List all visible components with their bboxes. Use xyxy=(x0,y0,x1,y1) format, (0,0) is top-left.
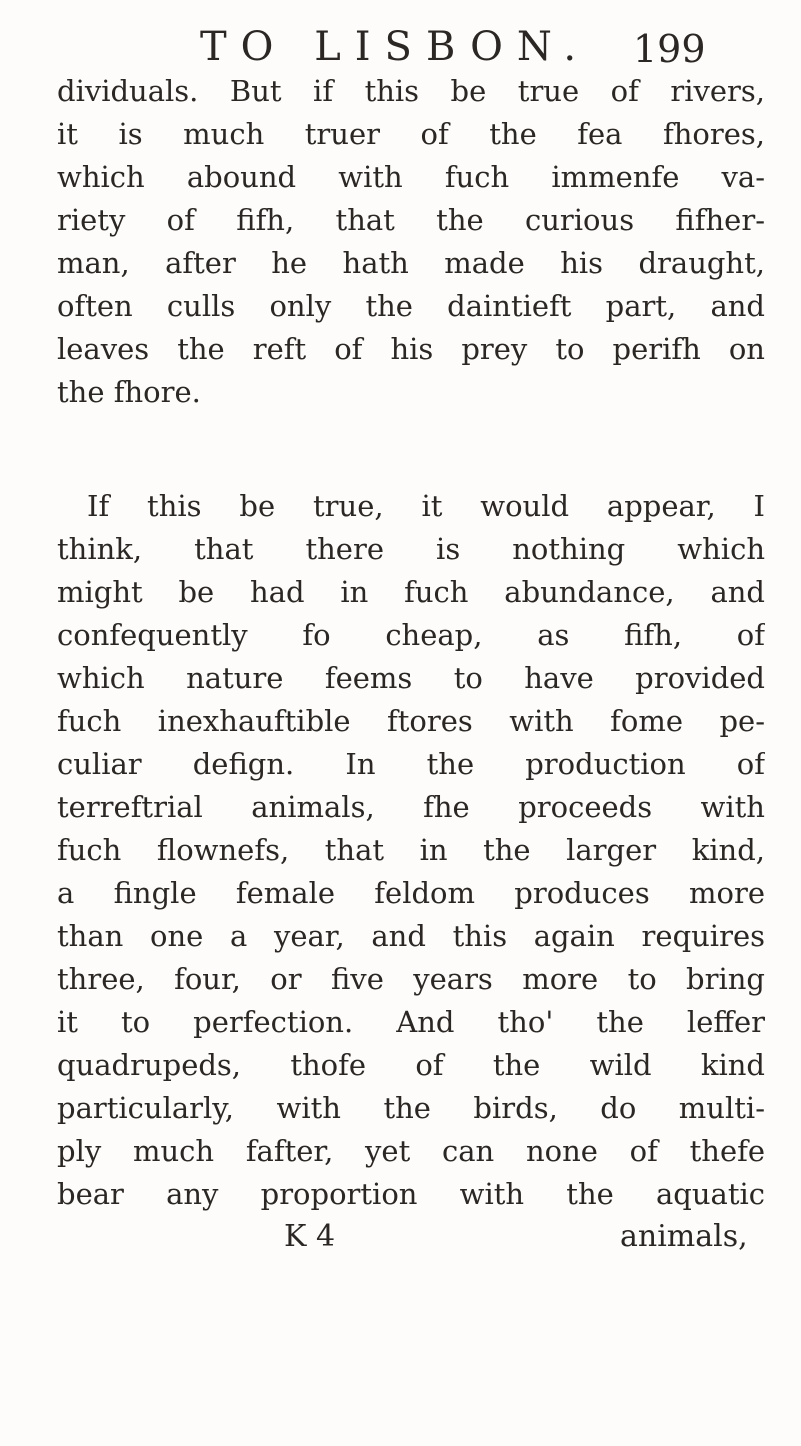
text-line: than one a year, and this again requires xyxy=(57,919,765,953)
text-line: might be had in fuch abundance, and xyxy=(57,575,765,609)
page-number: 199 xyxy=(633,27,706,71)
text-line: it is much truer of the fea fhores, xyxy=(57,117,765,151)
text-line: think, that there is nothing which xyxy=(57,532,765,566)
page-footer xyxy=(0,1216,801,1262)
text-line: often culls only the daintieft part, and xyxy=(57,289,765,323)
text-line: leaves the reft of his prey to perifh on xyxy=(57,332,765,366)
text-line: confequently fo cheap, as fifh, of xyxy=(57,618,765,652)
text-line: fuch flownefs, that in the larger kind, xyxy=(57,833,765,867)
signature-mark: K 4 xyxy=(284,1219,336,1254)
text-line: bear any proportion with the aquatic xyxy=(57,1177,765,1211)
text-line: If this be true, it would appear, I xyxy=(87,489,765,523)
catchword: animals, xyxy=(620,1219,748,1254)
text-line: particularly, with the birds, do multi- xyxy=(57,1091,765,1125)
text-line: culiar defign. In the production of xyxy=(57,747,765,781)
running-head: TO LISBON. xyxy=(200,24,591,70)
text-line: a fingle female feldom produces more xyxy=(57,876,765,910)
text-line: man, after he hath made his draught, xyxy=(57,246,765,280)
text-line: which abound with fuch immenfe va- xyxy=(57,160,765,194)
text-line: fuch inexhauftible ftores with fome pe- xyxy=(57,704,765,738)
text-line: the fhore. xyxy=(57,375,201,409)
text-line: which nature feems to have provided xyxy=(57,661,765,695)
text-line: dividuals. But if this be true of rivers, xyxy=(57,74,765,108)
text-line: terreftrial animals, fhe proceeds with xyxy=(57,790,765,824)
text-line: three, four, or five years more to bring xyxy=(57,962,765,996)
page-header xyxy=(200,22,760,72)
text-line: ply much fafter, yet can none of thefe xyxy=(57,1134,765,1168)
text-line: riety of fifh, that the curious fifher- xyxy=(57,203,765,237)
text-line: quadrupeds, thofe of the wild kind xyxy=(57,1048,765,1082)
text-line: it to perfection. And tho' the leffer xyxy=(57,1005,765,1039)
